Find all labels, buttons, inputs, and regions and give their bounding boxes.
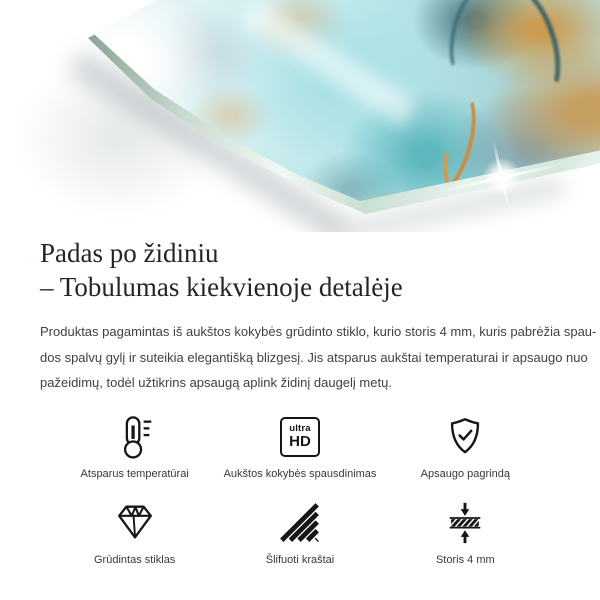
shield-check-icon	[442, 414, 488, 460]
feature-label: Grūdintas stiklas	[94, 553, 176, 566]
feature-protects-base	[383, 414, 548, 480]
ultra-hd-icon-text-bottom: HD	[289, 433, 311, 450]
description-line: Produktas pagamintas iš aukštos kokybės grūdinto stiklo, kurio storis 4 mm, kuris pabrėžia spau-	[40, 324, 597, 339]
description-line: pažeidimų, todėl užtikrins apsaugą aplink židinį daugelį metų.	[40, 375, 392, 390]
polished-edges-icon	[277, 500, 323, 546]
description-line: dos spalvų gylį ir suteikia elegantišką blizgesį. Jis atsparus aukštai temperaturai ir apsaugo nuo	[40, 349, 588, 365]
dark-teal-streak	[481, 0, 573, 108]
ultra-hd-icon-text-top: ultra	[289, 423, 311, 434]
white-vein	[242, 0, 418, 127]
feature-heat-resistant	[52, 414, 217, 480]
feature-label: Apsaugo pagrindą	[420, 467, 510, 480]
feature-tempered-glass	[52, 500, 217, 566]
feature-label: Aukštos kokybės spausdinimas	[223, 467, 377, 480]
thickness-icon	[442, 500, 488, 546]
thermometer-icon	[112, 414, 158, 460]
icon-box	[442, 414, 488, 460]
diamond-icon	[112, 500, 158, 546]
features-grid	[52, 414, 548, 566]
page-title	[40, 236, 560, 304]
feature-label: Atsparus temperatūrai	[80, 467, 189, 480]
icon-box	[277, 500, 323, 546]
feature-label: Šlifuoti kraštai	[265, 553, 335, 566]
dark-teal-streak	[441, 0, 502, 81]
feature-ultra-hd-print	[217, 414, 382, 480]
product-photo	[0, 0, 600, 232]
icon-box	[442, 500, 488, 546]
title-line-1: Padas po židiniu	[40, 238, 219, 268]
feature-label: Storis 4 mm	[435, 553, 495, 566]
feature-thickness-4mm	[383, 500, 548, 566]
feature-polished-edges	[217, 500, 382, 566]
description	[40, 319, 597, 396]
content-section	[0, 232, 600, 566]
ultra-hd-icon	[280, 417, 320, 457]
icon-box	[280, 414, 320, 460]
icon-box	[112, 500, 158, 546]
title-line-2: – Tobulumas kiekvienoje detalėje	[40, 272, 403, 302]
icon-box	[112, 414, 158, 460]
